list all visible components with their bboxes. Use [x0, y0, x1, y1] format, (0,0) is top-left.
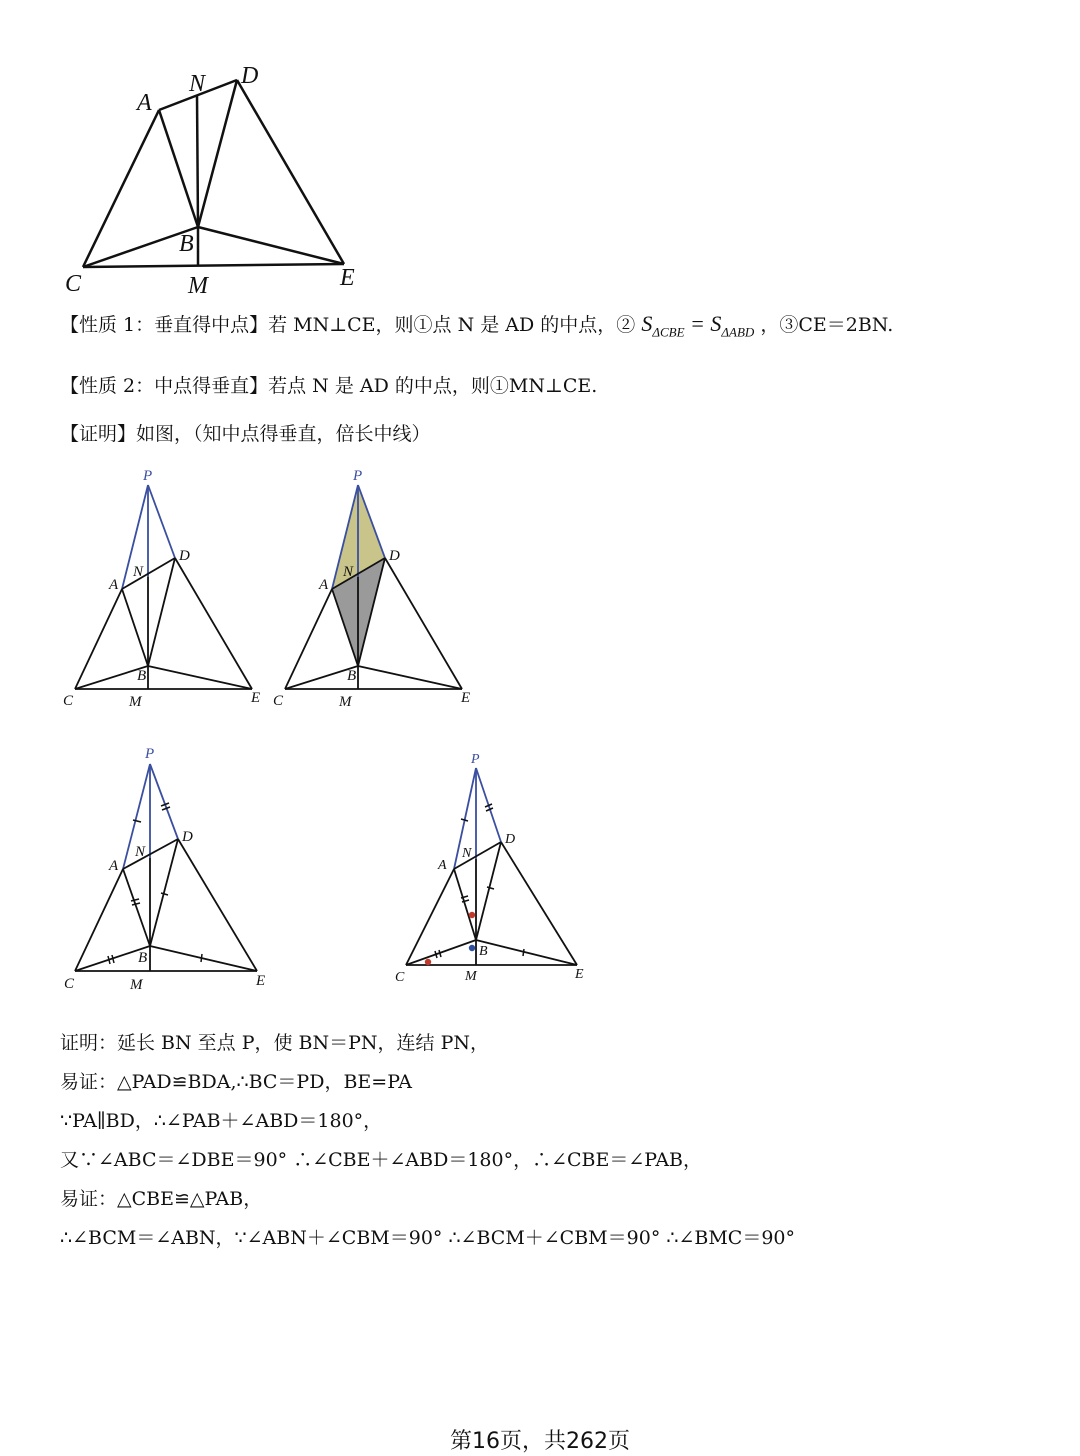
label-A: A — [319, 577, 329, 593]
label-A: A — [137, 90, 152, 116]
tick-marks — [108, 803, 202, 964]
label-M: M — [130, 977, 143, 993]
property-1-text-a: 若 MN⊥CE，则①点 N 是 AD 的中点，② — [268, 314, 636, 336]
property-2-text: 若点 N 是 AD 的中点，则①MN⊥CE. — [268, 375, 598, 397]
label-E: E — [251, 690, 261, 706]
property-1-bracket: 【性质 1：垂直得中点】 — [60, 314, 269, 336]
label-P: P — [145, 746, 155, 762]
proof-header-text: 如图，（知中点得垂直，倍长中线） — [136, 423, 431, 445]
proof-figure-2-shaded — [265, 460, 485, 720]
main-geometry-figure — [55, 55, 375, 305]
angle-dot-red-abn — [469, 912, 475, 918]
label-M: M — [129, 694, 142, 710]
proof-line-4: 又∵∠ABC＝∠DBE＝90° ∴∠CBE＋∠ABD＝180°，∴∠CBE＝∠PAB， — [60, 1149, 703, 1171]
label-P: P — [471, 752, 480, 767]
label-D: D — [179, 548, 190, 564]
label-C: C — [273, 693, 284, 709]
label-D: D — [389, 548, 400, 564]
proof-line-5: 易证：△CBE≌△PAB， — [60, 1188, 263, 1210]
proof-line-1: 证明：延长 BN 至点 P，使 BN＝PN，连结 PN， — [60, 1032, 489, 1054]
label-B: B — [137, 668, 147, 684]
proof-line-2: 易证：△PAD≌BDA,∴BC＝PD，BE=PA — [60, 1071, 412, 1093]
angle-dot-blue-cbm — [469, 945, 475, 951]
label-E: E — [461, 690, 471, 706]
label-A: A — [109, 577, 119, 593]
label-B: B — [479, 944, 488, 959]
proof-line-3: ∵PA∥BD，∴∠PAB＋∠ABD＝180°， — [60, 1110, 383, 1132]
proof-header — [60, 421, 431, 447]
label-A: A — [109, 858, 119, 874]
area-formula: $S_{\Delta CBE} = S_{\Delta ABD}$ — [641, 311, 755, 340]
label-E: E — [340, 265, 355, 291]
label-C: C — [63, 693, 74, 709]
label-N: N — [189, 71, 206, 97]
property-1 — [60, 311, 893, 345]
label-D: D — [505, 832, 516, 847]
label-C: C — [65, 271, 82, 297]
page-footer: 第16页，共262页 — [450, 1429, 630, 1454]
label-M: M — [339, 694, 352, 710]
label-P: P — [353, 468, 363, 484]
label-A: A — [438, 858, 447, 873]
proof-bracket: 【证明】 — [60, 423, 137, 445]
label-B: B — [347, 668, 357, 684]
property-2-bracket: 【性质 2：中点得垂直】 — [60, 375, 269, 397]
label-N: N — [133, 564, 144, 580]
label-N: N — [462, 846, 472, 861]
angle-dot-red-bcm — [425, 959, 431, 965]
label-B: B — [138, 950, 148, 966]
label-E: E — [575, 967, 584, 982]
label-E: E — [256, 973, 266, 989]
label-P: P — [143, 468, 153, 484]
label-N: N — [343, 564, 354, 580]
proof-line-6: ∴∠BCM＝∠ABN，∵∠ABN＋∠CBM＝90° ∴∠BCM＋∠CBM＝90° ∴∠BMC＝90° — [60, 1227, 795, 1249]
label-D: D — [241, 63, 259, 89]
property-1-text-b: ，③CE＝2BN. — [760, 314, 894, 336]
proof-figure-1 — [55, 460, 275, 720]
property-2 — [60, 373, 597, 399]
proof-figure-4-angles — [390, 745, 600, 995]
label-M: M — [188, 273, 208, 299]
label-C: C — [395, 970, 405, 985]
label-C: C — [64, 976, 75, 992]
label-B: B — [179, 231, 194, 257]
proof-figure-3-ticks — [55, 740, 285, 1000]
label-N: N — [135, 844, 146, 860]
label-D: D — [182, 829, 193, 845]
label-M: M — [465, 969, 477, 984]
